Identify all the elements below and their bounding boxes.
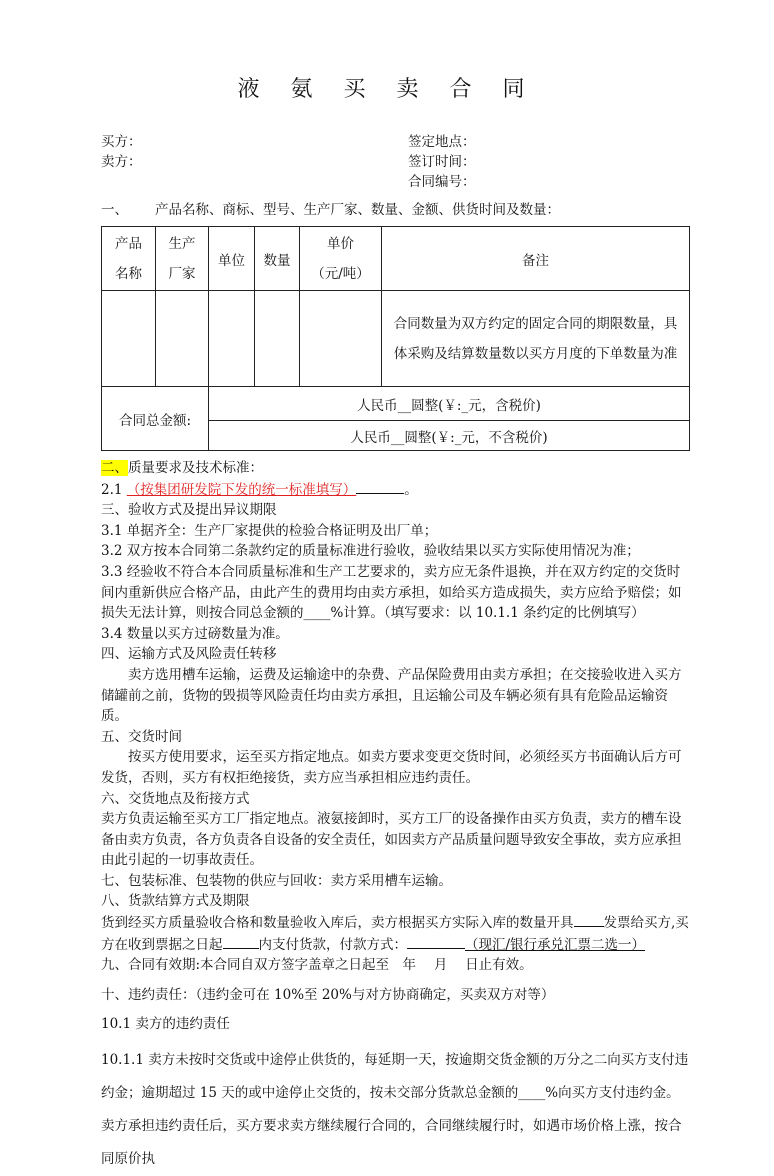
table-header-row (102, 227, 690, 291)
section-4-text: 卖方选用槽车运输，运费及运输途中的杂费、产品保险费用由卖方承担；在交接验收进入买方储罐前之前，货物的毁损等风险责任均由卖方承担，且运输公司及车辆必须有具有危险品运输资质。 (101, 666, 682, 725)
header-unit-price: 单价 （元/吨） (300, 227, 382, 291)
sign-place-label: 签定地点： (408, 134, 476, 150)
header-manufacturer: 生产 厂家 (156, 227, 209, 291)
section-7: 七、包装标准、包装物的供应与回收：卖方采用槽车运输。 (101, 872, 452, 889)
total-amount-label: 合同总金额: (102, 387, 209, 451)
section-2-number: 二、 (101, 460, 128, 476)
seller-label: 卖方： (101, 154, 142, 170)
section-8-heading: 八、货款结算方式及期限 (101, 893, 250, 910)
page-title: 液 氨 买 卖 合 同 (237, 77, 537, 102)
clause-3-4: 3.4 数量以买方过磅数量为准。 (101, 625, 289, 642)
section-10-heading: 十、违约责任：（违约金可在 10%至 20%与对方协商确定，买卖双方对等） (101, 986, 555, 1003)
quality-standard-blank[interactable] (356, 479, 404, 494)
section-6-text: 卖方负责运输至买方工厂指定地点。液氨接卸时，买方工厂的设备操作由买方负责，卖方的槽车设备由卖方负责，各方负责各自设备的安全责任，如因卖方产品质量问题导致安全事故，卖方应承担由此引起的一切事故责任。 (101, 811, 682, 869)
total-amount-with-tax[interactable]: 人民币__圆整(￥:_元，含税价) (209, 387, 690, 421)
header-unit: 单位 (209, 227, 255, 291)
clause-10-1-1: 10.1.1 卖方未按时交货或中途停止供货的，每延期一天，按逾期交货金额的万分之二向买方支付违约金；逾期超过 15 天的或中途停止交货的，按未交部分货款总金额的____%向买方支付违约金。卖方承担违约责任后，买方要求卖方继续履行合同的，合同继续履行时，如遇市场价格上涨，按合同原价执 (101, 1052, 689, 1168)
section-1-number: 一、 (101, 202, 128, 218)
product-table (101, 226, 690, 451)
buyer-label: 买方： (101, 134, 142, 150)
section-5-text: 按买方使用要求，运至买方指定地点。如卖方要求变更交货时间，必须经买方书面确认后方可发货，否则，买方有权拒绝接货，卖方应当承担相应违约责任。 (101, 749, 682, 786)
cell-product-name[interactable] (102, 291, 156, 387)
cell-remark: 合同数量为双方约定的固定合同的期限数量，具体采购及结算数量数以买方月度的下单数量为准 (382, 291, 690, 387)
payment-days-blank[interactable] (223, 934, 259, 949)
contract-no-label: 合同编号： (408, 174, 476, 190)
section-5-heading: 五、交货时间 (101, 728, 182, 745)
clause-3-1: 3.1 单据齐全：生产厂家提供的检验合格证明及出厂单； (101, 522, 438, 539)
invoice-type-blank[interactable] (574, 912, 604, 927)
cell-unit-price[interactable] (300, 291, 382, 387)
total-row-tax (102, 387, 690, 421)
cell-unit[interactable] (209, 291, 255, 387)
cell-manufacturer[interactable] (156, 291, 209, 387)
payment-method-blank[interactable] (407, 934, 465, 949)
cell-quantity[interactable] (255, 291, 300, 387)
clause-3-3: 3.3 经验收不符合本合同质量标准和生产工艺要求的，卖方应无条件退换，并在双方约定的交货时间内重新供应合格产品，由此产生的费用均由卖方承担，如给买方造成损失，卖方应给予赔偿；如损失无法计算，则按合同总金额的____%计算。（填写要求：以 10.1.1 条约定的比例填写） (101, 563, 682, 622)
header-product-name: 产品 名称 (102, 227, 156, 291)
table-row (102, 291, 690, 387)
section-4-heading: 四、运输方式及风险责任转移 (101, 646, 277, 663)
payment-method-option[interactable]: （现汇/银行承兑汇票二选一） (465, 936, 646, 953)
section-9: 九、合同有效期:本合同自双方签字盖章之日起至 年 月 日止有效。 (101, 957, 533, 974)
clause-10-1: 10.1 卖方的违约责任 (101, 1016, 230, 1033)
section-1-text: 产品名称、商标、型号、生产厂家、数量、金额、供货时间及数量： (155, 202, 560, 218)
quality-standard-field[interactable]: （按集团研发院下发的统一标准填写） (126, 481, 357, 498)
contract-body (101, 458, 691, 1176)
section-3-heading: 三、验收方式及提出异议期限 (101, 502, 277, 519)
clause-3-2: 3.2 双方按本合同第二条款约定的质量标准进行验收，验收结果以买方实际使用情况为准； (101, 543, 640, 560)
header-remark: 备注 (382, 227, 690, 291)
section-2-heading: 二、质量要求及技术标准： (101, 460, 263, 476)
header-quantity: 数量 (255, 227, 300, 291)
section-8-text: 货到经买方质量验收合格和数量验收入库后，卖方根据买方实际入库的数量开具 发票给买方,买方在收到票据之日起 内支付货款，付款方式： （现汇/银行承兑汇票二选一） (101, 912, 691, 955)
total-amount-without-tax[interactable]: 人民币__圆整(￥:_元，不含税价) (209, 421, 690, 451)
section-6-heading: 六、交货地点及衔接方式 (101, 790, 250, 807)
sign-time-label: 签订时间： (408, 154, 476, 170)
clause-2-1: 2.1 （按集团研发院下发的统一标准填写） 。 (101, 479, 691, 501)
section-1-heading (101, 198, 560, 218)
